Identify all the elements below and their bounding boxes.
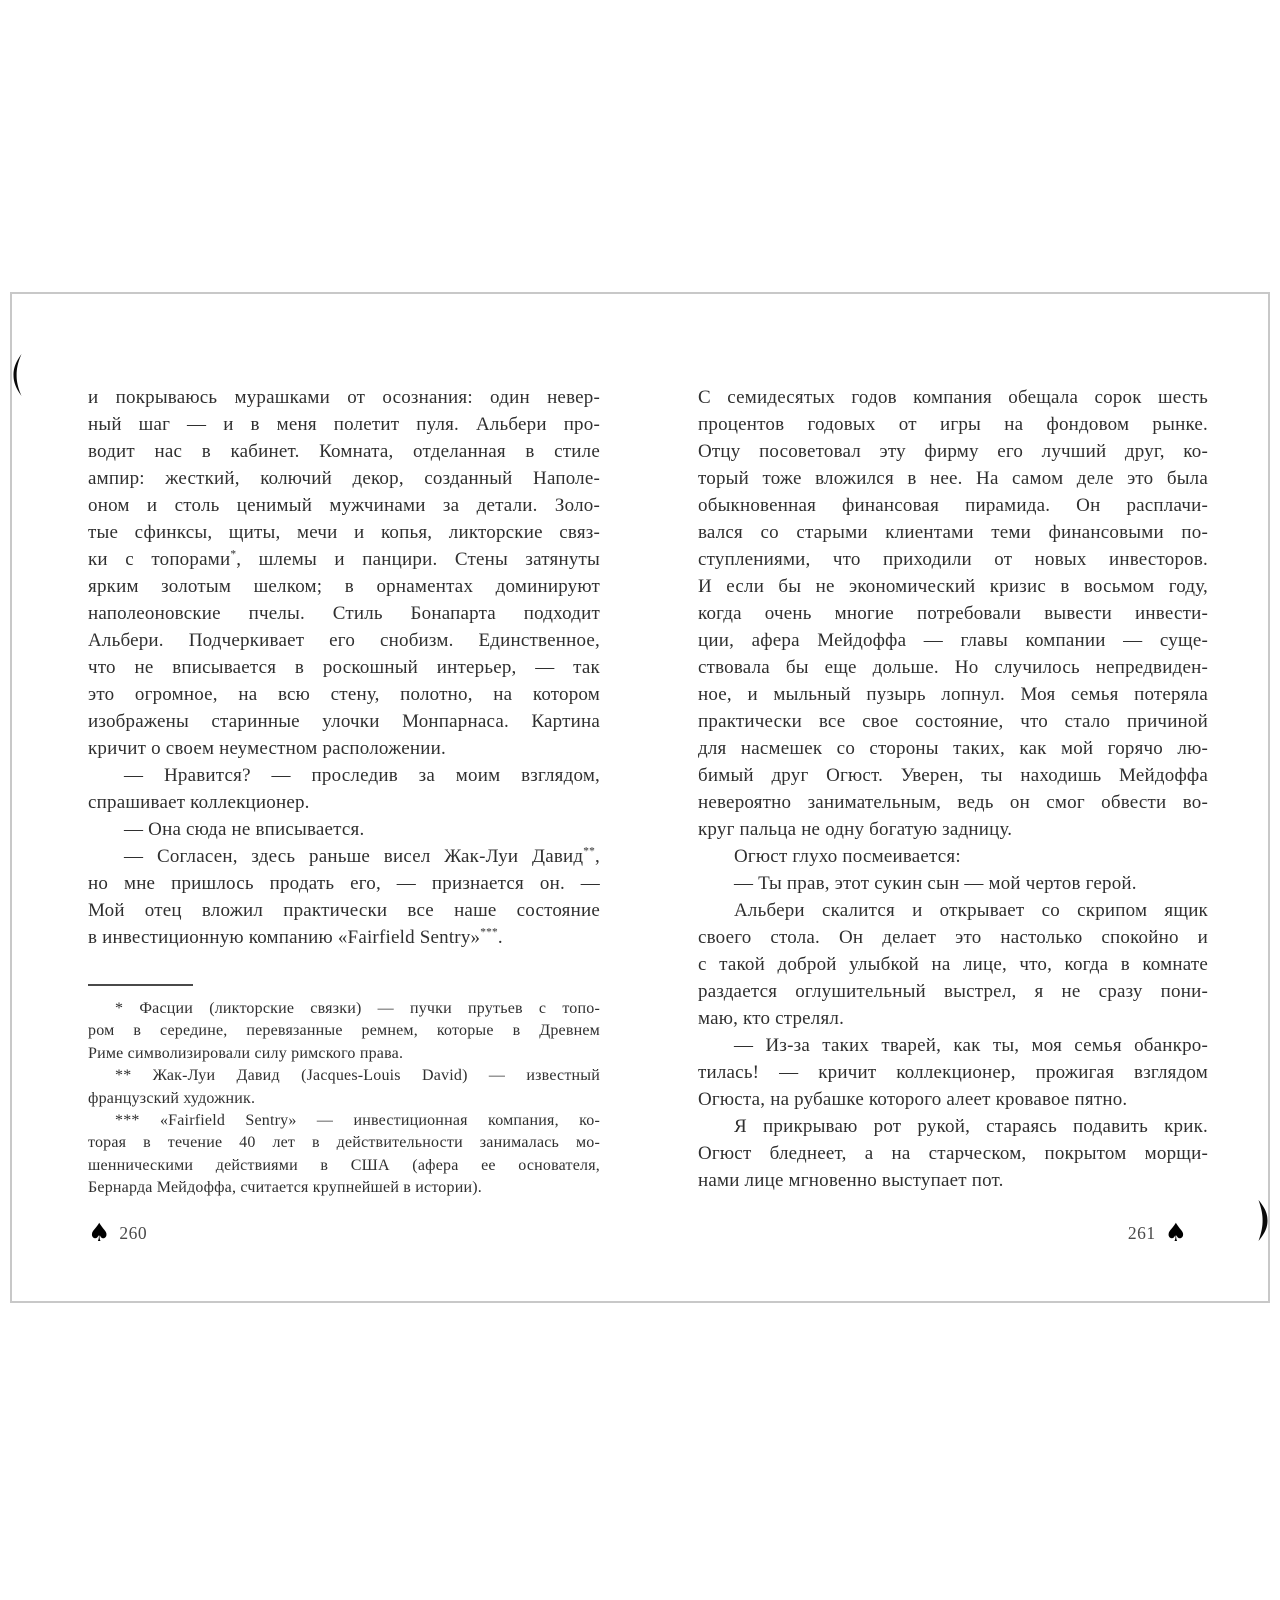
text-line: для насмешек со стороны таких, как мой горячо лю- xyxy=(698,738,1208,759)
page-spread-frame xyxy=(10,292,1270,1303)
text-line: Огюст глухо посмеивается: xyxy=(734,846,961,867)
text-line: изображены старинные улочки Монпарнаса. Картина xyxy=(88,711,600,732)
page-number-right: 261 xyxy=(1127,1222,1156,1243)
text-line: Бернарда Мейдоффа, считается крупнейшей в истории). xyxy=(88,1179,482,1197)
text-line: что не вписывается в роскошный интерьер, — так xyxy=(88,657,600,678)
text-line: французский художник. xyxy=(88,1089,256,1107)
text-line: — Нравится? — проследив за моим взглядом, xyxy=(124,765,600,786)
text-line: шенническими действиями в США (афера ее основателя, xyxy=(88,1156,600,1174)
left-page-body-text xyxy=(88,384,600,951)
left-page-footer xyxy=(88,1216,147,1250)
text-line: ампир: жесткий, колючий декор, созданный Наполе- xyxy=(88,468,600,489)
text-line: Альбери скалится и открывает со скрипом ящик xyxy=(734,900,1208,921)
text-line: спрашивает коллекционер. xyxy=(88,792,310,813)
text-line: но мне пришлось продать его, — признается он. — xyxy=(88,873,600,894)
text-line: Риме символизировали силу римского права. xyxy=(88,1044,404,1062)
text-line: торый тоже вложился в нее. На самом деле это была xyxy=(698,468,1208,489)
text-line: раздается оглушительный выстрел, я не сразу пони- xyxy=(698,981,1208,1002)
text-line: ром в середине, перевязанные ремнем, которые в Древнем xyxy=(88,1022,600,1040)
bleed-crescent-right-icon xyxy=(1257,1200,1268,1246)
text-line: наполеоновские пчелы. Стиль Бонапарта подходит xyxy=(88,603,600,624)
text-line: Огюст бледнеет, а на старческом, покрытом морщи- xyxy=(698,1143,1208,1164)
text-line: круг пальца не одну богатую задницу. xyxy=(698,819,1013,840)
text-line: И если бы не экономический кризис в восьмом году, xyxy=(698,576,1208,597)
text-line: с такой доброй улыбкой на лице, что, когда в комнате xyxy=(698,954,1208,975)
footnote-separator xyxy=(88,984,193,986)
text-line: и покрываюсь мурашками от осознания: один невер- xyxy=(88,387,600,408)
text-line: — Ты прав, этот сукин сын — мой чертов герой. xyxy=(734,873,1137,894)
text-line: ** Жак-Луи Давид (Jacques-Louis David) — известный xyxy=(115,1067,600,1085)
text-line: в инвестиционную компанию «Fairfield Sentry»***. xyxy=(88,926,503,948)
text-line: маю, кто стрелял. xyxy=(698,1008,845,1029)
text-line: своего стола. Он делает это настолько спокойно и xyxy=(698,927,1208,948)
text-line: тые сфинксы, щиты, мечи и копья, ликторские связ- xyxy=(88,522,600,543)
text-line: Огюста, на рубашке которого алеет кровавое пятно. xyxy=(698,1089,1128,1110)
text-line: торая в течение 40 лет в действительности занималась мо- xyxy=(88,1134,600,1152)
right-page-body-text xyxy=(698,384,1208,1194)
spade-icon: ♠ xyxy=(1164,1217,1187,1247)
text-line: ки с топорами*, шлемы и панцири. Стены затянуты xyxy=(88,548,600,570)
text-line: Отцу посоветовал эту фирму его лучший друг, ко- xyxy=(698,441,1208,462)
text-line: процентов годовых от игры на фондовом рынке. xyxy=(698,414,1208,435)
text-line: ступлениями, что приходили от новых инвесторов. xyxy=(698,549,1208,570)
text-line: это огромное, на всю стену, полотно, на котором xyxy=(88,684,600,705)
text-line: ное, и мыльный пузырь лопнул. Моя семья потеряла xyxy=(698,684,1208,705)
text-line: — Из-за таких тварей, как ты, моя семья обанкро- xyxy=(734,1035,1208,1056)
text-line: ствовала бы еще дольше. Но случилось непредвиден- xyxy=(698,657,1208,678)
bleed-crescent-left-icon xyxy=(13,354,22,401)
text-line: *** «Fairfield Sentry» — инвестиционная компания, ко- xyxy=(115,1111,600,1129)
text-line: Я прикрываю рот рукой, стараясь подавить крик. xyxy=(734,1116,1208,1137)
text-line: — Согласен, здесь раньше висел Жак-Луи Давид**, xyxy=(124,845,600,867)
text-line: нами лице мгновенно выступает пот. xyxy=(698,1170,1004,1191)
text-line: практически все свое состояние, что стало причиной xyxy=(698,711,1208,732)
left-page-footnotes xyxy=(88,998,600,1200)
spade-icon: ♠ xyxy=(88,1217,111,1247)
text-line: вался со старыми клиентами теми финансовыми по- xyxy=(698,522,1208,543)
text-line: тилась! — кричит коллекционер, прожигая взглядом xyxy=(698,1062,1208,1083)
right-page-footer xyxy=(1128,1216,1187,1250)
text-line: водит нас в кабинет. Комната, отделанная в стиле xyxy=(88,441,600,462)
text-line: ярким золотым шелком; в орнаментах доминируют xyxy=(88,576,600,597)
text-line: ции, афера Мейдоффа — главы компании — суще- xyxy=(698,630,1208,651)
text-line: С семидесятых годов компания обещала сорок шесть xyxy=(698,387,1208,408)
text-line: Мой отец вложил практически все наше состояние xyxy=(88,900,600,921)
text-line: ный шаг — и в меня полетит пуля. Альбери про- xyxy=(88,414,600,435)
text-line: бимый друг Огюст. Уверен, ты находишь Мейдоффа xyxy=(698,765,1208,786)
text-line: — Она сюда не вписывается. xyxy=(124,819,365,840)
text-line: оном и столь ценимый мужчинами за детали. Золо- xyxy=(88,495,600,516)
page-number-left: 260 xyxy=(119,1222,148,1243)
text-line: Альбери. Подчеркивает его снобизм. Единственное, xyxy=(88,630,600,651)
text-line: когда очень многие потребовали вывести инвести- xyxy=(698,603,1208,624)
text-line: невероятно занимательным, ведь он смог обвести во- xyxy=(698,792,1208,813)
text-line: * Фасции (ликторские связки) — пучки прутьев с топо- xyxy=(115,1000,600,1017)
text-line: обыкновенная финансовая пирамида. Он расплачи- xyxy=(698,495,1208,516)
text-line: кричит о своем неуместном расположении. xyxy=(88,738,446,759)
